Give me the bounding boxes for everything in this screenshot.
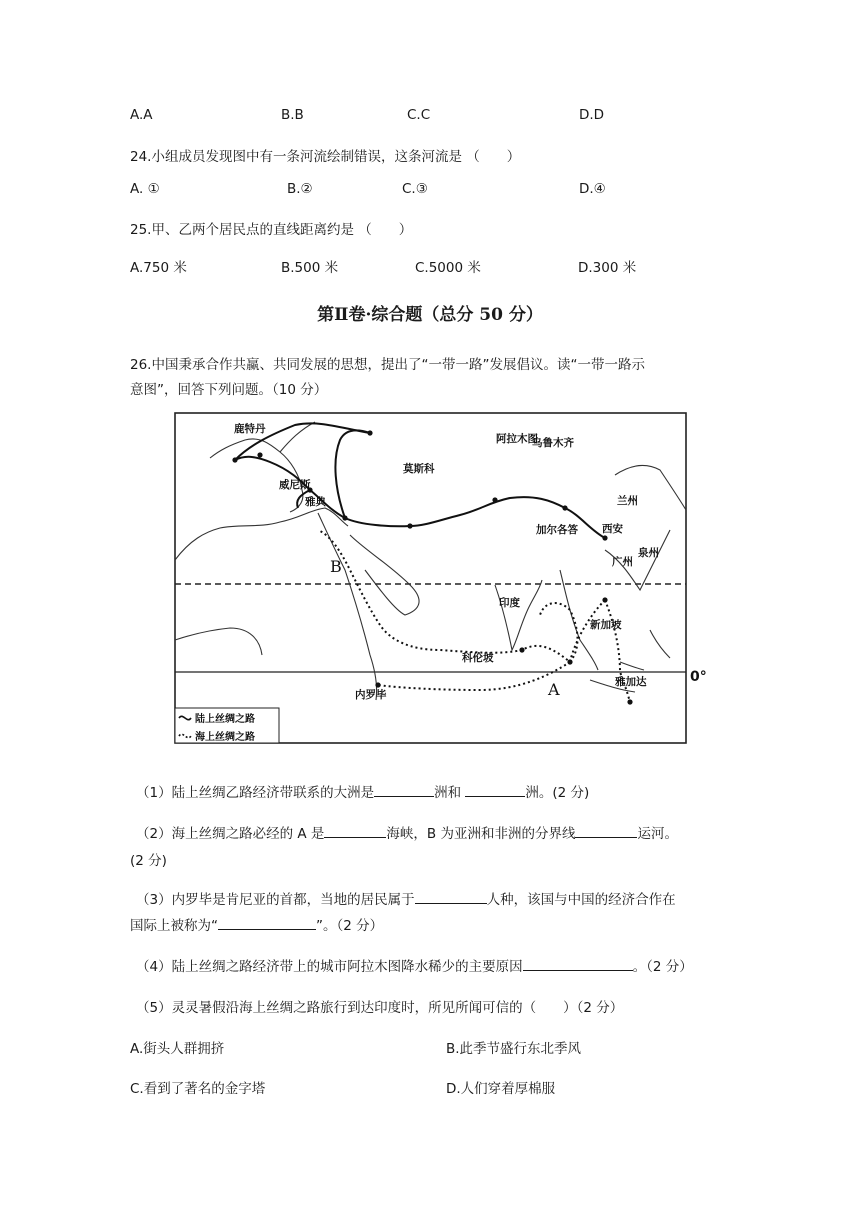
sub5-option-c: C.看到了著名的金字塔 [130, 1081, 266, 1097]
q25-stem: 25.甲、乙两个居民点的直线距离约是 （ ） [130, 222, 413, 238]
label-xian: 西安 [602, 523, 623, 535]
map-legend [175, 708, 279, 743]
sub2-blank-2 [575, 823, 637, 838]
label-singapore: 新加坡 [590, 619, 622, 631]
q24-stem: 24.小组成员发现图中有一条河流绘制错误，这条河流是 （ ） [130, 149, 521, 165]
sub3-text-d: ”。（2 分） [316, 918, 384, 934]
label-moscow: 莫斯科 [403, 463, 435, 475]
section-title: 第Ⅱ卷·综合题（总分 50 分） [317, 305, 543, 325]
sub2-text-a: （2）海上丝绸之路必经的 A 是 [136, 826, 325, 842]
q25-option-a: A.750 米 [130, 260, 187, 276]
sub1-text-a: （1）陆上丝绸乙路经济带联系的大洲是 [136, 785, 375, 801]
sub1-text-b: 洲和 [434, 785, 462, 801]
map-svg [150, 400, 707, 756]
sub3-text-a: （3）内罗毕是肯尼亚的首都，当地的居民属于 [136, 892, 415, 908]
label-urumqi: 乌鲁木齐 [532, 437, 574, 449]
sub3-blank-1 [415, 889, 487, 904]
label-india: 印度 [499, 597, 520, 609]
sub2-text-b: 海峡，B 为亚洲和非洲的分界线 [386, 826, 576, 842]
sub3-line2 [130, 914, 383, 934]
sub2-text-c: 运河。 [637, 826, 678, 842]
label-kolkata: 加尔各答 [536, 524, 578, 536]
sub4-blank [523, 956, 633, 971]
sub2-line1 [136, 822, 678, 842]
sub1 [136, 781, 589, 801]
label-quanzhou: 泉州 [638, 547, 659, 559]
legend-land: 陆上丝绸之路 [195, 714, 255, 725]
sub2-blank-1 [324, 823, 386, 838]
q23-option-a: A.A [130, 107, 153, 123]
label-jakarta: 雅加达 [615, 676, 647, 688]
label-colombo: 科伦坡 [462, 652, 494, 664]
q23-option-b: B.B [281, 107, 304, 123]
sub3-blank-2 [218, 915, 316, 930]
q24-option-a: A. ① [130, 181, 160, 197]
sub1-blank-2 [465, 782, 525, 797]
sub1-text-c: 洲。(2 分) [525, 785, 590, 801]
q25-option-b: B.500 米 [281, 260, 339, 276]
q26-stem-line2: 意图”，回答下列问题。（10 分） [130, 382, 328, 398]
label-almaty: 阿拉木图 [496, 433, 538, 445]
q23-option-d: D.D [579, 107, 605, 123]
sub2-line2: (2 分) [130, 853, 167, 869]
sub1-blank-1 [374, 782, 434, 797]
q24-option-c: C.③ [402, 181, 428, 197]
sub3-line1 [136, 888, 676, 908]
sub3-text-b: 人种，该国与中国的经济合作在 [486, 892, 676, 908]
legend-sea: 海上丝绸之路 [195, 732, 255, 743]
q23-option-c: C.C [407, 107, 431, 123]
label-lanzhou: 兰州 [617, 495, 638, 507]
label-point-a: A [548, 680, 560, 699]
q24-option-b: B.② [287, 181, 313, 197]
q24-option-d: D.④ [579, 181, 606, 197]
sub5: （5）灵灵暑假沿海上丝绸之路旅行到达印度时，所见所闻可信的（ ）（2 分） [136, 1000, 624, 1016]
label-nairobi: 内罗毕 [355, 689, 387, 701]
label-guangzhou: 广州 [612, 556, 633, 568]
sub4-text-a: （4）陆上丝绸之路经济带上的城市阿拉木图降水稀少的主要原因 [136, 959, 523, 975]
sub5-option-d: D.人们穿着厚棉服 [446, 1081, 556, 1097]
sub5-option-a: A.街头人群拥挤 [130, 1041, 225, 1057]
label-point-b: B [330, 557, 342, 576]
sub3-text-c: 国际上被称为“ [130, 918, 218, 934]
q25-option-c: C.5000 米 [415, 260, 481, 276]
label-rotterdam: 鹿特丹 [234, 423, 266, 435]
belt-road-map [150, 400, 707, 756]
label-athens: 雅典 [305, 496, 326, 508]
sub4 [136, 955, 693, 975]
label-equator: 0° [690, 669, 707, 685]
label-venice: 威尼斯 [279, 479, 311, 491]
sub5-option-b: B.此季节盛行东北季风 [446, 1041, 582, 1057]
q25-option-d: D.300 米 [578, 260, 637, 276]
sub4-text-b: 。（2 分） [632, 959, 693, 975]
q26-stem-line1: 26.中国秉承合作共赢、共同发展的思想，提出了“一带一路”发展倡议。读“一带一路示 [130, 357, 645, 373]
